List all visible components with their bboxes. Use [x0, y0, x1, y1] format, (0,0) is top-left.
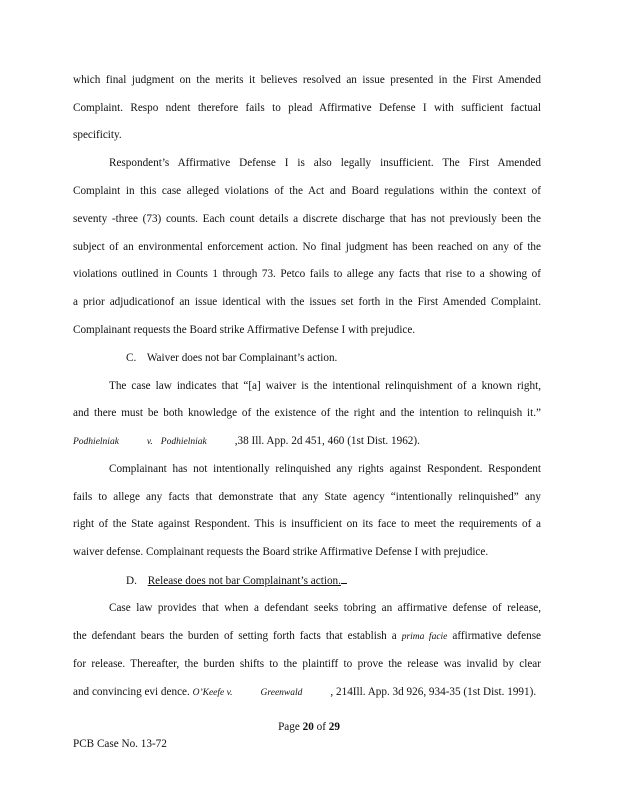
page-number: Page 20 of 29 [278, 721, 340, 733]
case-number: PCB Case No. 13-72 [73, 738, 167, 750]
body-line: a prior adjudicationof an issue identical with the issues set forth in the First Amended Complaint. [73, 296, 541, 308]
heading-title: Release does not bar Complainant’s action. [147, 575, 341, 587]
body-line: Complaint in this case alleged violations of the Act and Board regulations within the context of [73, 185, 541, 197]
citation-line: and convincing evi dence. O’Keefe v. Greenwald , 214Ill. App. 3d 926, 934-35 (1st Dist. 1991). [73, 686, 537, 698]
body-line: violations outlined in Counts 1 through 73. Petco fails to allege any facts that rise to a showing of [73, 268, 541, 280]
citation-reference: ,38 Ill. App. 2d 451, 460 (1st Dist. 1962). [234, 435, 420, 447]
case-name: Podhielniak [160, 437, 207, 447]
body-line: Complainant has not intentionally relinquished any rights against Respondent. Respondent [109, 463, 541, 475]
heading-letter: D. [126, 575, 137, 587]
case-name: O’Keefe v. [192, 688, 233, 698]
case-versus: v. [146, 437, 153, 447]
section-heading-c [126, 351, 337, 365]
body-line: Case law provides that when a defendant seeks tobring an affirmative defense of release, [109, 602, 541, 614]
heading-letter: C. [126, 352, 137, 364]
body-line: which final judgment on the merits it believes resolved an issue presented in the First Amended [73, 74, 541, 86]
citation-reference: , 214Ill. App. 3d 926, 934-35 (1st Dist. 1991). [330, 686, 537, 698]
citation-line [73, 434, 541, 449]
body-line: waiver defense. Complainant requests the Board strike Affirmative Defense I with prejudice. [73, 546, 489, 558]
body-line: the defendant bears the burden of setting forth facts that establish a prima facie affirmative defense [73, 630, 542, 642]
body-line: right of the State against Respondent. This is insufficient on its face to meet the requirements of a [73, 518, 541, 530]
case-name: Greenwald [260, 688, 303, 698]
body-line: The case law indicates that “[a] waiver is the intentional relinquishment of a known right, [109, 380, 541, 392]
body-line: Complainant requests the Board strike Affirmative Defense I with prejudice. [73, 324, 416, 336]
body-line: and there must be both knowledge of the existence of the right and the intention to relinquish it.” [73, 407, 541, 419]
body-line: fails to allege any facts that demonstrate that any State agency “intentionally relinquished” any [73, 491, 541, 503]
heading-title: Waiver does not bar Complainant’s action. [146, 352, 338, 364]
body-line: Respondent’s Affirmative Defense I is also legally insufficient. The First Amended [109, 157, 541, 169]
body-line: subject of an environmental enforcement action. No final judgment has been reached on any of the [73, 241, 541, 253]
latin-term: prima facie [401, 632, 448, 642]
body-line: for release. Thereafter, the burden shifts to the plaintiff to prove the release was invalid by clear [73, 658, 541, 670]
body-line: specificity. [73, 129, 122, 141]
section-heading-d [126, 573, 347, 588]
body-line: Complaint. Respo ndent therefore fails to plead Affirmative Defense I with sufficient factual [73, 102, 541, 114]
case-name: Podhielniak [73, 437, 119, 447]
body-line: seventy -three (73) counts. Each count details a discrete discharge that has not previously been the [73, 213, 541, 225]
